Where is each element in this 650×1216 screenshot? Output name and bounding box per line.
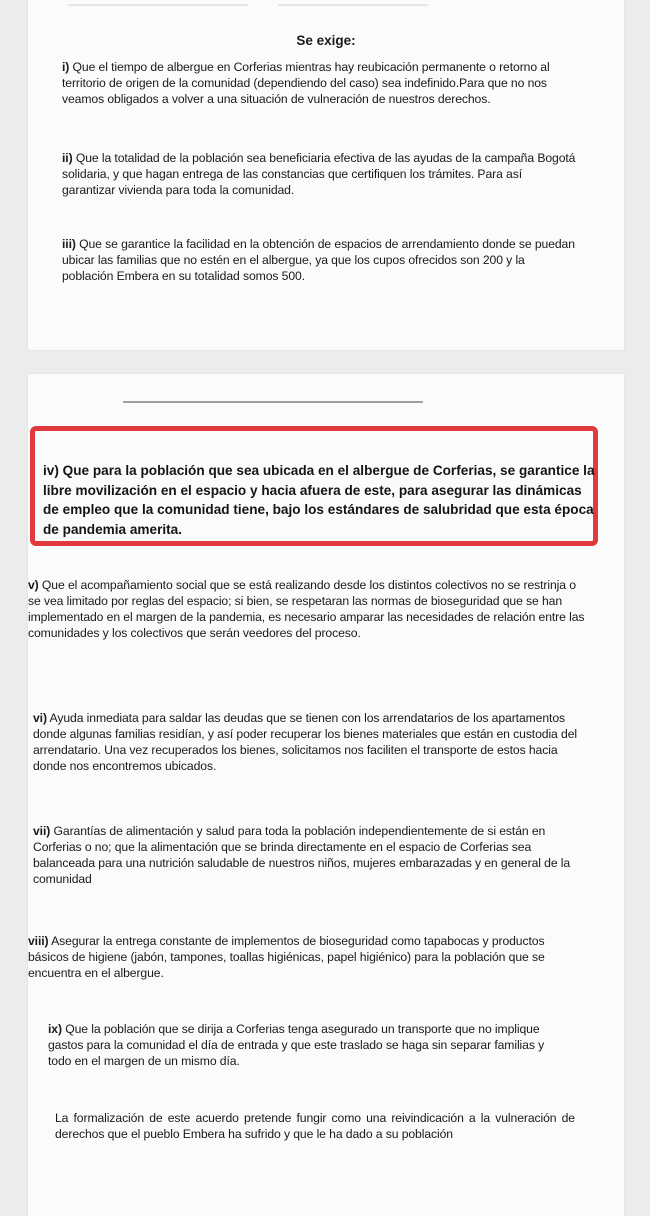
item-text: Que para la población que sea ubicada en el albergue de Corferias, se garantice la libre movilización en el espacio y hacia afuera de este, para asegurar las dinámicas de empleo que la comunidad tiene, bajo los estándares de salubridad que esta época de pandemia amerita. [43, 463, 595, 537]
bleed-through-line [68, 4, 248, 6]
demand-item-iv [43, 461, 595, 539]
item-text: Que se garantice la facilidad en la obtención de espacios de arrendamiento donde se puedan ubicar las familias que no estén en el albergue, ya que los cupos ofrecidos son 200 y la población Embera en su totalidad somos 500. [62, 237, 575, 283]
demand-item-viii [28, 933, 588, 981]
item-label: i) [62, 60, 70, 74]
item-label: ii) [62, 151, 73, 165]
item-label: viii) [28, 934, 49, 948]
item-text: Que el tiempo de albergue en Corferias mientras hay reubicación permanente o retorno al territorio de origen de la comunidad (dependiendo del caso) sea indefinido.Para que no nos veamos obligados a volver a una situación de vulneración de nuestros derechos. [62, 60, 550, 106]
demand-item-v [28, 577, 588, 641]
demand-item-vii [33, 823, 588, 887]
bleed-through-line [278, 4, 428, 6]
demand-item-vi [33, 710, 588, 774]
item-text: Ayuda inmediata para saldar las deudas que se tienen con los arrendatarios de los apartamentos donde algunas familias residían, y así poder recuperar los bienes materiales que están en custodia del arrendatario. Una vez recuperados los bienes, solicitamos nos faciliten el transporte de estos hacia donde nos encontremos ubicados. [33, 711, 577, 773]
item-text: Asegurar la entrega constante de implementos de bioseguridad como tapabocas y productos básicos de higiene (jabón, tampones, toallas higiénicas, papel higiénico) para la población que se encuentra en el albergue. [28, 934, 545, 980]
separator-line [123, 401, 423, 403]
item-label: iii) [62, 237, 76, 251]
item-text: Que la totalidad de la población sea beneficiaria efectiva de las ayudas de la campaña Bogotá solidaria, y que hagan entrega de las constancias que certifiquen los trámites. Para así garantizar vivienda para toda la comunidad. [62, 151, 576, 197]
demand-item-ii [62, 150, 578, 198]
item-label: iv) [43, 463, 59, 478]
item-text: Que la población que se dirija a Corferias tenga asegurado un transporte que no implique gastos para la comunidad el día de entrada y que este traslado se haga sin separar familias y todo en el margen de un mismo día. [48, 1022, 545, 1068]
highlight-box [30, 426, 598, 546]
item-text: Garantías de alimentación y salud para toda la población independientemente de si están en Corferias o no; que la alimentación que se brinda directamente en el espacio de Corferias sea balanceada para una nutrición saludable de nuestros niños, mujeres embarazadas y en general de la comunidad [33, 824, 571, 886]
closing-paragraph: La formalización de este acuerdo pretende fungir como una reivindicación a la vulneración de derechos que el pueblo Embera ha sufrido y que le ha dado a su población [55, 1111, 575, 1141]
item-label: v) [28, 578, 39, 592]
item-label: ix) [48, 1022, 62, 1036]
item-label: vi) [33, 711, 47, 725]
item-label: vii) [33, 824, 51, 838]
demand-item-i [62, 59, 578, 107]
document-page-1 [28, 0, 624, 350]
demand-item-iii [62, 236, 578, 284]
section-heading: Se exige: [296, 33, 356, 48]
item-text: Que el acompañamiento social que se está realizando desde los distintos colectivos no se restrinja o se vea limitado por reglas del espacio; si bien, se respetaran las normas de bioseguridad que se han implementado en el margen de la pandemia, es necesario amparar las necesidades de relación entre las comunidades y los colectivos que serán veedores del proceso. [28, 578, 585, 640]
demand-item-ix [48, 1021, 568, 1069]
